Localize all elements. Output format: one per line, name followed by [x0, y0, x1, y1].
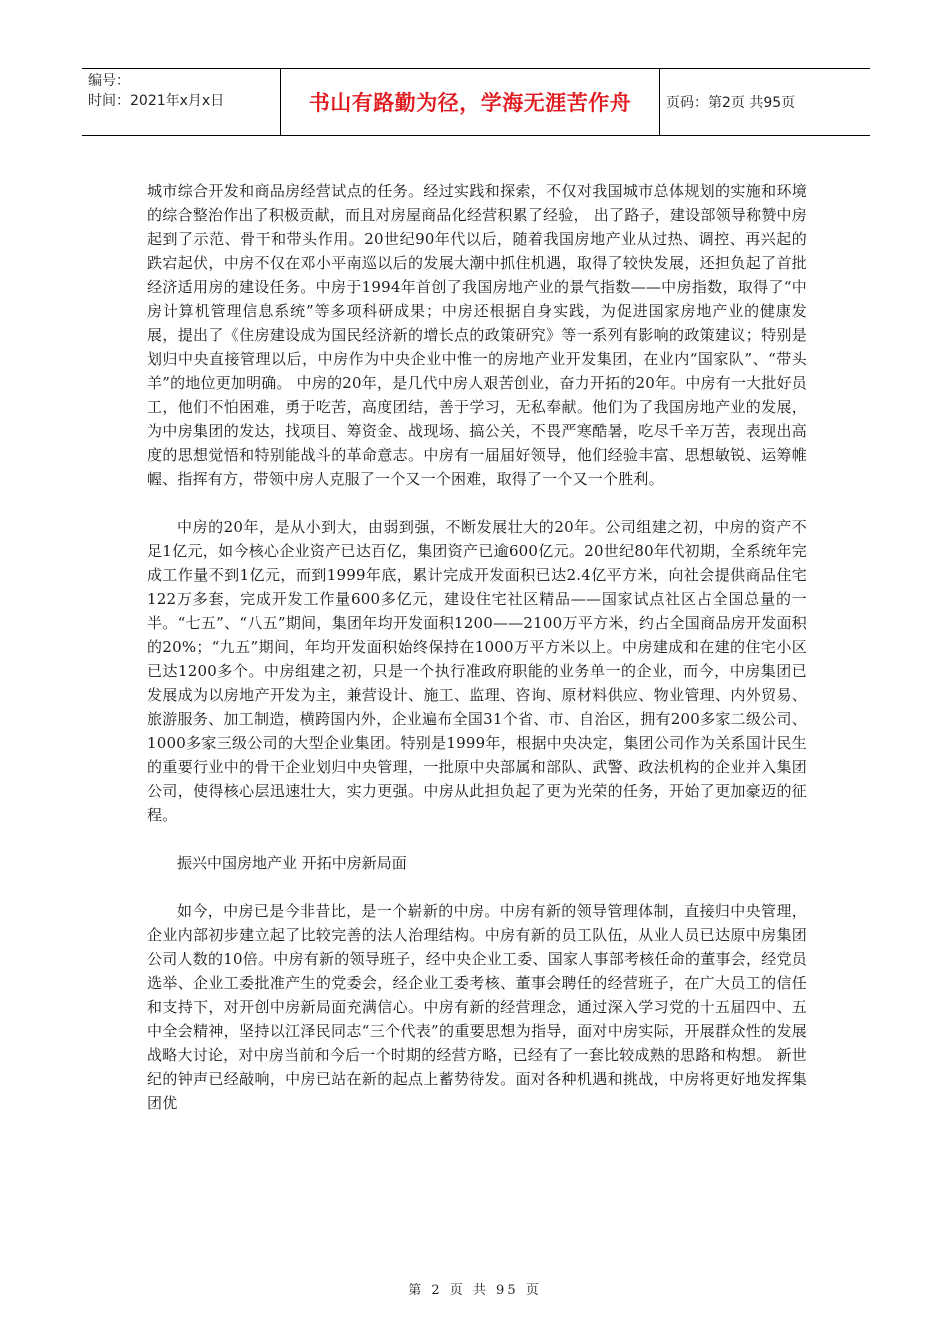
document-time-label: 时间：2021年x月x日 — [88, 93, 225, 109]
body-paragraph-3: 如今，中房已是今非昔比，是一个崭新的中房。中房有新的领导管理体制，直接归中央管理，企业内部初步建立起了比较完善的法人治理结构。中房有新的员工队伍，从业人员已达原中房集团公司人数的10倍。中房有新的领导班子，经中央企业工委、国家人事部考核任命的董事会，经党员选举、企业工委批准产生的党委会，经企业工委考核、董事会聘任的经营班子，在广大员工的信任和支持下，对开创中房新局面充满信心。中房有新的经营理念，通过深入学习党的十五届四中、五中全会精神，坚持以江泽民同志“三个代表”的重要思想为指导，面对中房实际，开展群众性的发展战略大讨论，对中房当前和今后一个时期的经营方略，已经有了一套比较成熟的思路和构想。 新世纪的钟声已经敲响，中房已站在新的起点上蓄势待发。面对各种机遇和挑战，中房将更好地发挥集团优 — [147, 902, 807, 1112]
document-body — [147, 179, 807, 1115]
document-header — [82, 68, 870, 136]
header-meta — [82, 69, 280, 135]
body-paragraph-2: 中房的20年，是从小到大，由弱到强，不断发展壮大的20年。公司组建之初，中房的资产不足1亿元，如今核心企业资产已达百亿，集团资产已逾600亿元。20世纪80年代初期，全系统年完成工作量不到1亿元，而到1999年底，累计完成开发面积已达2.4亿平方米，向社会提供商品住宅122万多套，完成开发工作量600多亿元，建设住宅社区精品——国家试点社区占全国总量的一半。“七五”、“八五”期间，集团年均开发面积1200——2100万平方米，约占全国商品房开发面积的20%；“九五”期间，年均开发面积始终保持在1000万平方米以上。中房建成和在建的住宅小区已达1200多个。中房组建之初，只是一个执行准政府职能的业务单一的企业，而今，中房集团已发展成为以房地产开发为主，兼营设计、施工、监理、咨询、原材料供应、物业管理、内外贸易、旅游服务、加工制造，横跨国内外，企业遍布全国31个省、市、自治区，拥有200多家二级公司、1000多家三级公司的大型企业集团。特别是1999年，根据中央决定，集团公司作为关系国计民生的重要行业中的骨干企业划归中央管理，一批原中央部属和部队、武警、政法机构的企业并入集团公司，使得核心层迅速壮大，实力更强。中房从此担负起了更为光荣的任务，开始了更加豪迈的征程。 — [147, 518, 807, 824]
page-footer: 第 2 页 共 95 页 — [408, 1283, 542, 1298]
header-motto: 书山有路勤为径，学海无涯苦作舟 — [280, 69, 660, 135]
body-paragraph-1: 城市综合开发和商品房经营试点的任务。经过实践和探索，不仅对我国城市总体规划的实施和环境的综合整治作出了积极贡献，而且对房屋商品化经营积累了经验， 出了路子，建设部领导称赞中房起到了示范、骨干和带头作用。20世纪90年代以后，随着我国房地产业从过热、调控、再兴起的跌宕起伏，中房不仅在邓小平南巡以后的发展大潮中抓住机遇，取得了较快发展，还担负起了首批经济适用房的建设任务。中房于1994年首创了我国房地产业的景气指数——中房指数，取得了“中房计算机管理信息系统”等多项科研成果；中房还根据自身实践，为促进国家房地产业的健康发展，提出了《住房建设成为国民经济新的增长点的政策研究》等一系列有影响的政策建议；特别是划归中央直接管理以后，中房作为中央企业中惟一的房地产业开发集团，在业内“国家队”、“带头羊”的地位更加明确。 中房的20年，是几代中房人艰苦创业，奋力开拓的20年。中房有一大批好员工，他们不怕困难，勇于吃苦，高度团结，善于学习，无私奉献。他们为了我国房地产业的发展，为中房集团的发达，找项目、筹资金、战现场、搞公关，不畏严寒酷暑，吃尽千辛万苦，表现出高度的思想觉悟和特别能战斗的革命意志。中房有一届届好领导，他们经验丰富、思想敏锐、运筹帷幄、指挥有方，带领中房人克服了一个又一个困难，取得了一个又一个胜利。 — [147, 182, 807, 488]
header-page-number: 页码：第2页 共95页 — [666, 95, 796, 111]
section-heading: 振兴中国房地产业 开拓中房新局面 — [177, 854, 407, 872]
document-number-label: 编号： — [88, 73, 130, 89]
